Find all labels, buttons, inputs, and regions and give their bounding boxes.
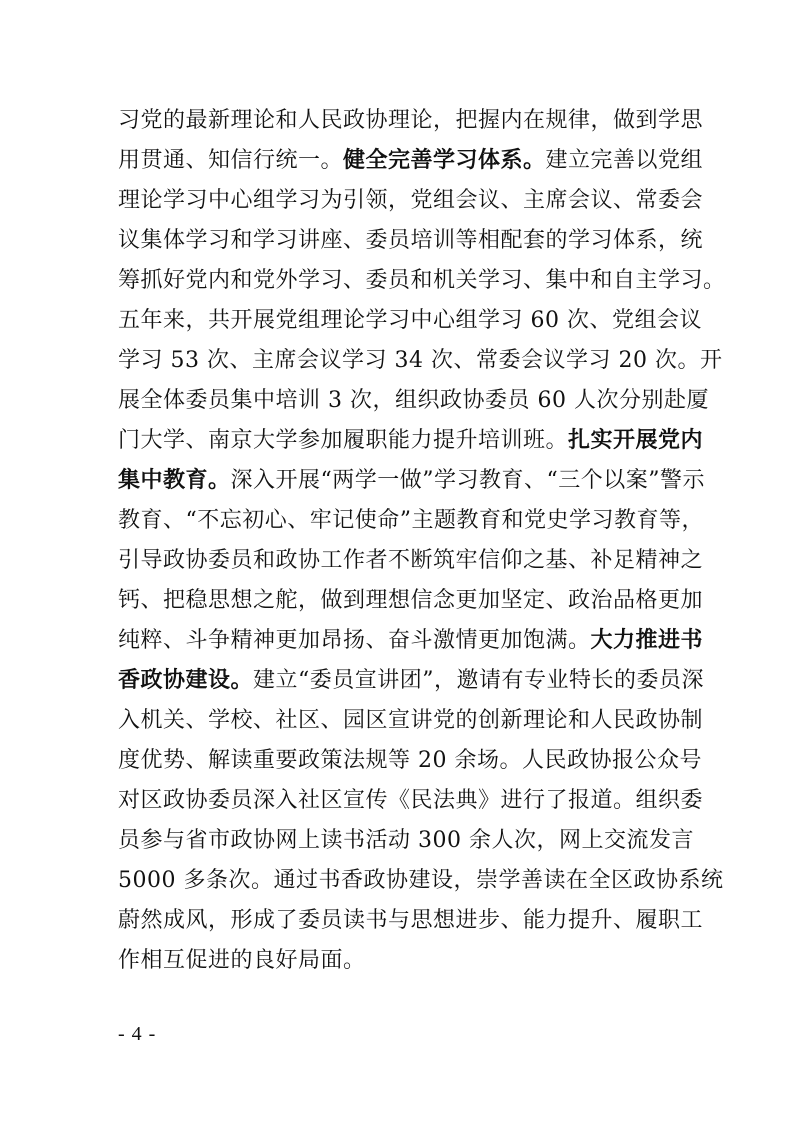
bold-heading-segment: 香政协建设。 [118, 668, 254, 693]
text-segment: 纯粹、斗争精神更加昂扬、奋斗激情更加饱满。 [118, 628, 591, 653]
text-line [118, 621, 704, 661]
text-segment: 五年来，共开展党组理论学习中心组学习 60 次、党组会议 [118, 308, 702, 333]
text-segment: 学习 53 次、主席会议学习 34 次、常委会议学习 20 次。开 [118, 348, 723, 373]
text-segment: 5000 多条次。通过书香政协建设，崇学善读在全区政协系统 [118, 868, 724, 893]
text-segment: 深入开展“两学一做”学习教育、“三个以案”警示 [230, 468, 706, 493]
text-line [118, 141, 704, 181]
text-segment: 建立完善以党组 [545, 148, 704, 173]
text-segment: 理论学习中心组学习为引领，党组会议、主席会议、常委会 [118, 188, 704, 213]
text-segment: 用贯通、知信行统一。 [118, 148, 344, 173]
text-line [118, 301, 702, 341]
text-segment: 作相互促进的良好局面。 [118, 948, 366, 973]
text-segment: 筹抓好党内和党外学习、委员和机关学习、集中和自主学习。 [118, 268, 726, 293]
text-line [118, 461, 706, 501]
text-segment: 蔚然成风，形成了委员读书与思想进步、能力提升、履职工 [118, 908, 704, 933]
text-segment: 引导政协委员和政协工作者不断筑牢信仰之基、补足精神之 [118, 548, 704, 573]
text-line [118, 901, 704, 941]
text-segment: 对区政协委员深入社区宣传《民法典》进行了报道。组织委 [118, 788, 704, 813]
text-segment: 钙、把稳思想之舵，做到理想信念更加坚定、政治品格更加 [118, 588, 704, 613]
text-segment: 议集体学习和学习讲座、委员培训等相配套的学习体系，统 [118, 228, 704, 253]
text-line [118, 781, 704, 821]
text-line [118, 541, 704, 581]
text-line [118, 261, 726, 301]
bold-heading-segment: 扎实开展党内 [568, 428, 704, 453]
text-segment: 教育、“不忘初心、牢记使命”主题教育和党史学习教育等， [118, 508, 704, 533]
text-line [118, 501, 704, 541]
text-line [118, 821, 694, 861]
bold-heading-segment: 健全完善学习体系。 [343, 148, 546, 173]
text-line [118, 221, 704, 261]
text-line [118, 421, 704, 461]
text-line [118, 381, 709, 421]
text-segment: 建立“委员宣讲团”，邀请有专业特长的委员深 [253, 668, 705, 693]
text-segment: 员参与省市政协网上读书活动 300 余人次，网上交流发言 [118, 828, 694, 853]
text-segment: 度优势、解读重要政策法规等 20 余场。人民政协报公众号 [118, 748, 702, 773]
bold-heading-segment: 集中教育。 [118, 468, 231, 493]
text-line [118, 861, 724, 901]
text-segment: 入机关、学校、社区、园区宣讲党的创新理论和人民政协制 [118, 708, 704, 733]
text-segment: 习党的最新理论和人民政协理论，把握内在规律，做到学思 [118, 108, 704, 133]
bold-heading-segment: 大力推进书 [590, 628, 704, 653]
text-line [118, 661, 705, 701]
text-line [118, 941, 690, 981]
text-line [118, 701, 704, 741]
text-line [118, 581, 704, 621]
text-line [118, 181, 704, 221]
text-segment: 展全体委员集中培训 3 次，组织政协委员 60 人次分别赴厦 [118, 388, 709, 413]
text-line [118, 101, 704, 141]
text-line [118, 341, 723, 381]
text-line [118, 741, 702, 781]
page-number: - 4 - [118, 1023, 157, 1045]
text-segment: 门大学、南京大学参加履职能力提升培训班。 [118, 428, 569, 453]
